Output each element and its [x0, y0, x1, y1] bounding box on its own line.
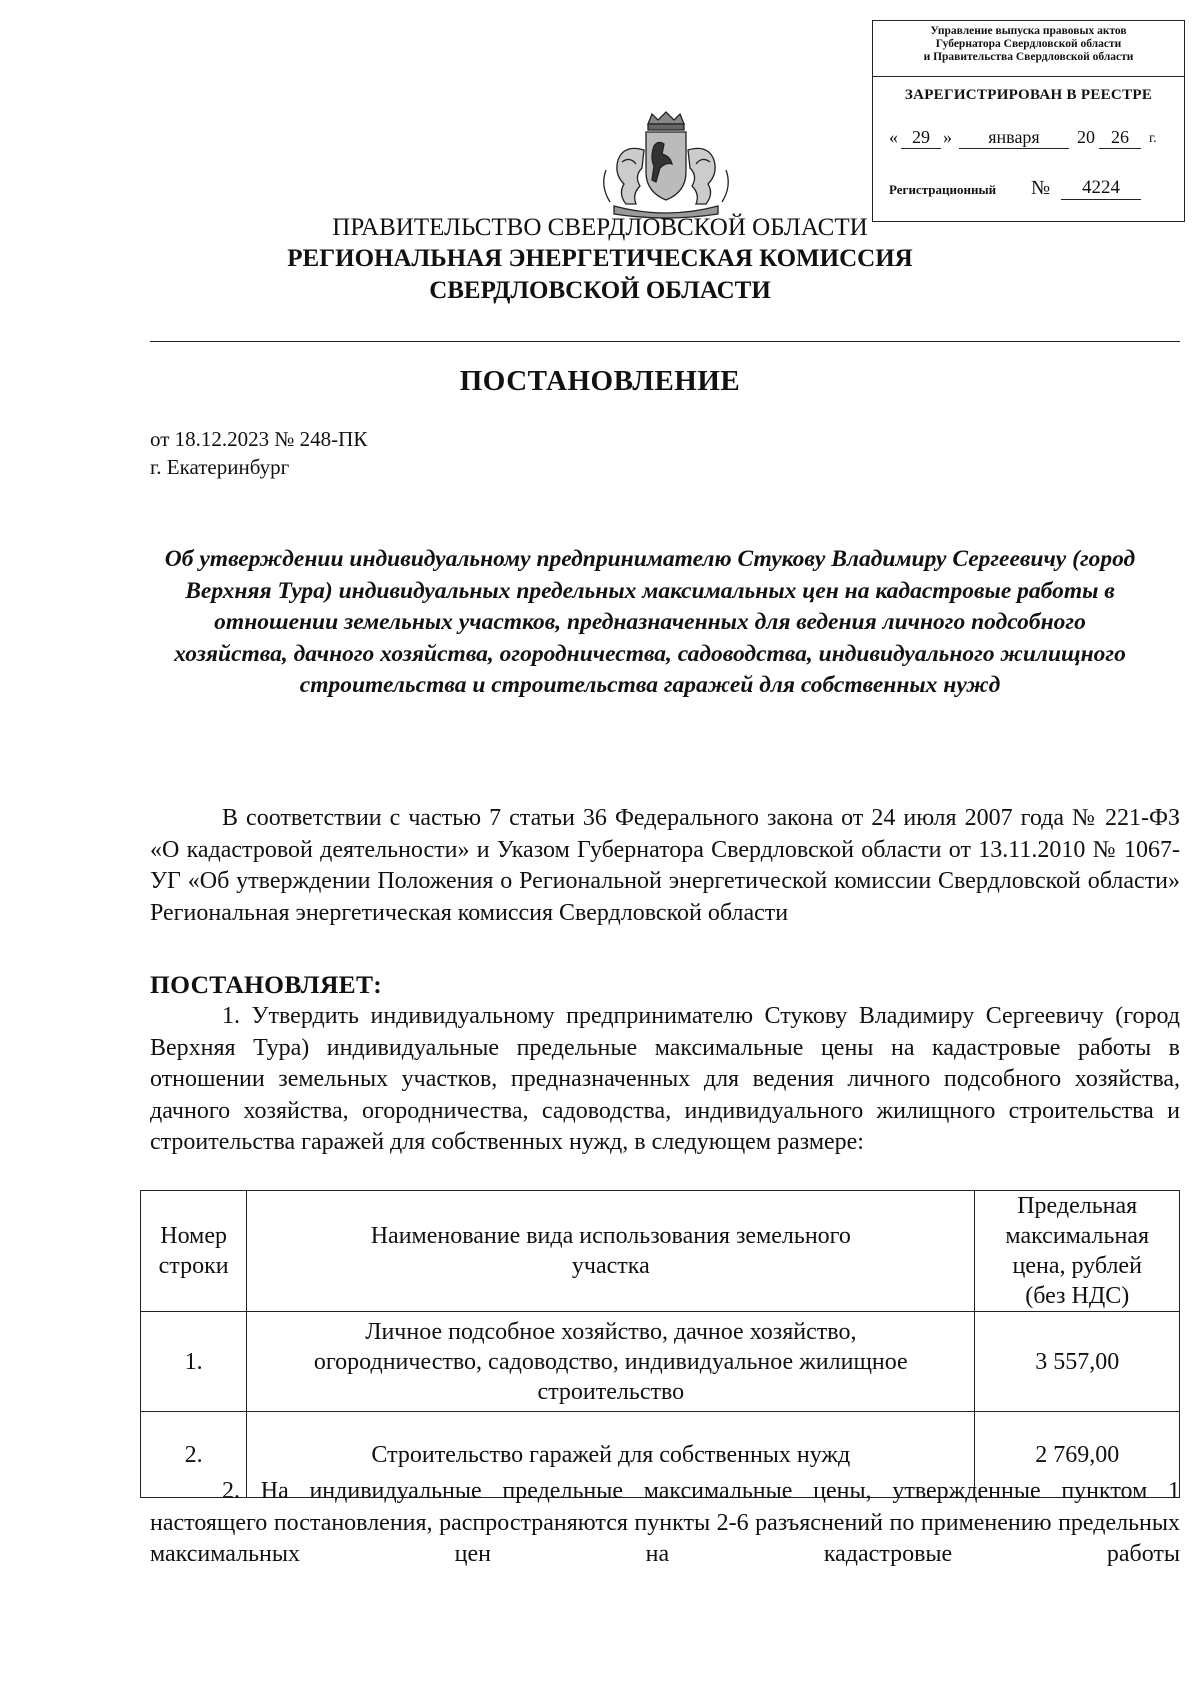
header-commission: РЕГИОНАЛЬНАЯ ЭНЕРГЕТИЧЕСКАЯ КОМИССИЯ: [287, 245, 913, 272]
prices-table: [140, 1190, 1180, 1498]
stamp-month: января: [959, 127, 1069, 149]
coat-of-arms-icon: [596, 110, 736, 220]
table-cell: 3 557,00: [975, 1312, 1180, 1412]
document-date-number: от 18.12.2023 № 248-ПК: [150, 427, 368, 451]
preamble: В соответствии с частью 7 статьи 36 Федерального закона от 24 июля 2007 года № 221-ФЗ «О кадастровой деятельности» и Указом Губернатора Свердловской области от 13.11.2010 № 1067-УГ «Об утверждении Положения о Региональной энергетической комиссии Свердловской области» Региональная энергетическая комиссия Свердловской области: [150, 805, 1180, 926]
table-cell: 1.: [141, 1312, 247, 1412]
table-cell: Строительство гаражей для собственных нужд: [247, 1412, 975, 1498]
stamp-registered-label: ЗАРЕГИСТРИРОВАН В РЕЕСТРЕ: [904, 87, 1153, 103]
table-row: [141, 1312, 1180, 1412]
header-divider: [150, 341, 1180, 342]
table-cell: 2.: [141, 1412, 247, 1498]
table-cell: Личное подсобное хозяйство, дачное хозяйство, огородничество, садоводство, индивидуальное жилищное строительство: [247, 1312, 975, 1412]
stamp-day: 29: [901, 127, 941, 149]
table-header-cell: Наименование вида использования земельного участка: [247, 1191, 975, 1312]
item-1: 1. Утвердить индивидуальному предпринимателю Стукову Владимиру Сергеевичу (город Верхняя Тура) индивидуальные предельные максимальные цены на кадастровые работы в отношении земельных участков, предназначенных для ведения личного подсобного хозяйства, дачного хозяйства, огородничества, садоводства, индивидуального жилищного строительства и строительства гаражей для собственных нужд, в следующем размере:: [150, 1003, 1180, 1155]
item-2: 2. На индивидуальные предельные максимальные цены, утвержденные пунктом 1 настоящего постановления, распространяются пункты 2-6 разъяснений по применению предельных максимальных цен на кадастровые работы: [150, 1478, 1180, 1567]
resolves-heading: ПОСТАНОВЛЯЕТ:: [150, 970, 383, 999]
stamp-organization: Управление выпуска правовых актов Губернатора Свердловской области и Правительства Свердловской области: [923, 25, 1134, 63]
document-subject: Об утверждении индивидуальному предпринимателю Стукову Владимиру Сергеевичу (город Верхняя Тура) индивидуальных предельных максимальных цен на кадастровые работы в отношении земельных участков, предназначенных для ведения личного подсобного хозяйства, дачного хозяйства, огородничества, садоводства, индивидуального жилищного строительства и строительства гаражей для собственных нужд: [164, 546, 1136, 698]
stamp-registration-number: Регистрационный № 4224: [889, 177, 1179, 203]
header-region: СВЕРДЛОВСКОЙ ОБЛАСТИ: [429, 277, 771, 304]
table-header-cell: Номер строки: [141, 1191, 247, 1312]
document-city: г. Екатеринбург: [150, 455, 290, 479]
document-type-title: ПОСТАНОВЛЕНИЕ: [459, 365, 741, 397]
stamp-year: 26: [1099, 127, 1141, 149]
stamp-divider: [873, 76, 1184, 77]
table-cell: 2 769,00: [975, 1412, 1180, 1498]
stamp-date: « 29 » января 20 26 г.: [889, 127, 1157, 147]
stamp-number-value: 4224: [1061, 177, 1141, 200]
table-header-row: [141, 1191, 1180, 1312]
table-header-cell: Предельная максимальная цена, рублей (без НДС): [975, 1191, 1180, 1312]
registration-stamp: [872, 20, 1185, 222]
header-government: ПРАВИТЕЛЬСТВО СВЕРДЛОВСКОЙ ОБЛАСТИ: [332, 214, 868, 241]
